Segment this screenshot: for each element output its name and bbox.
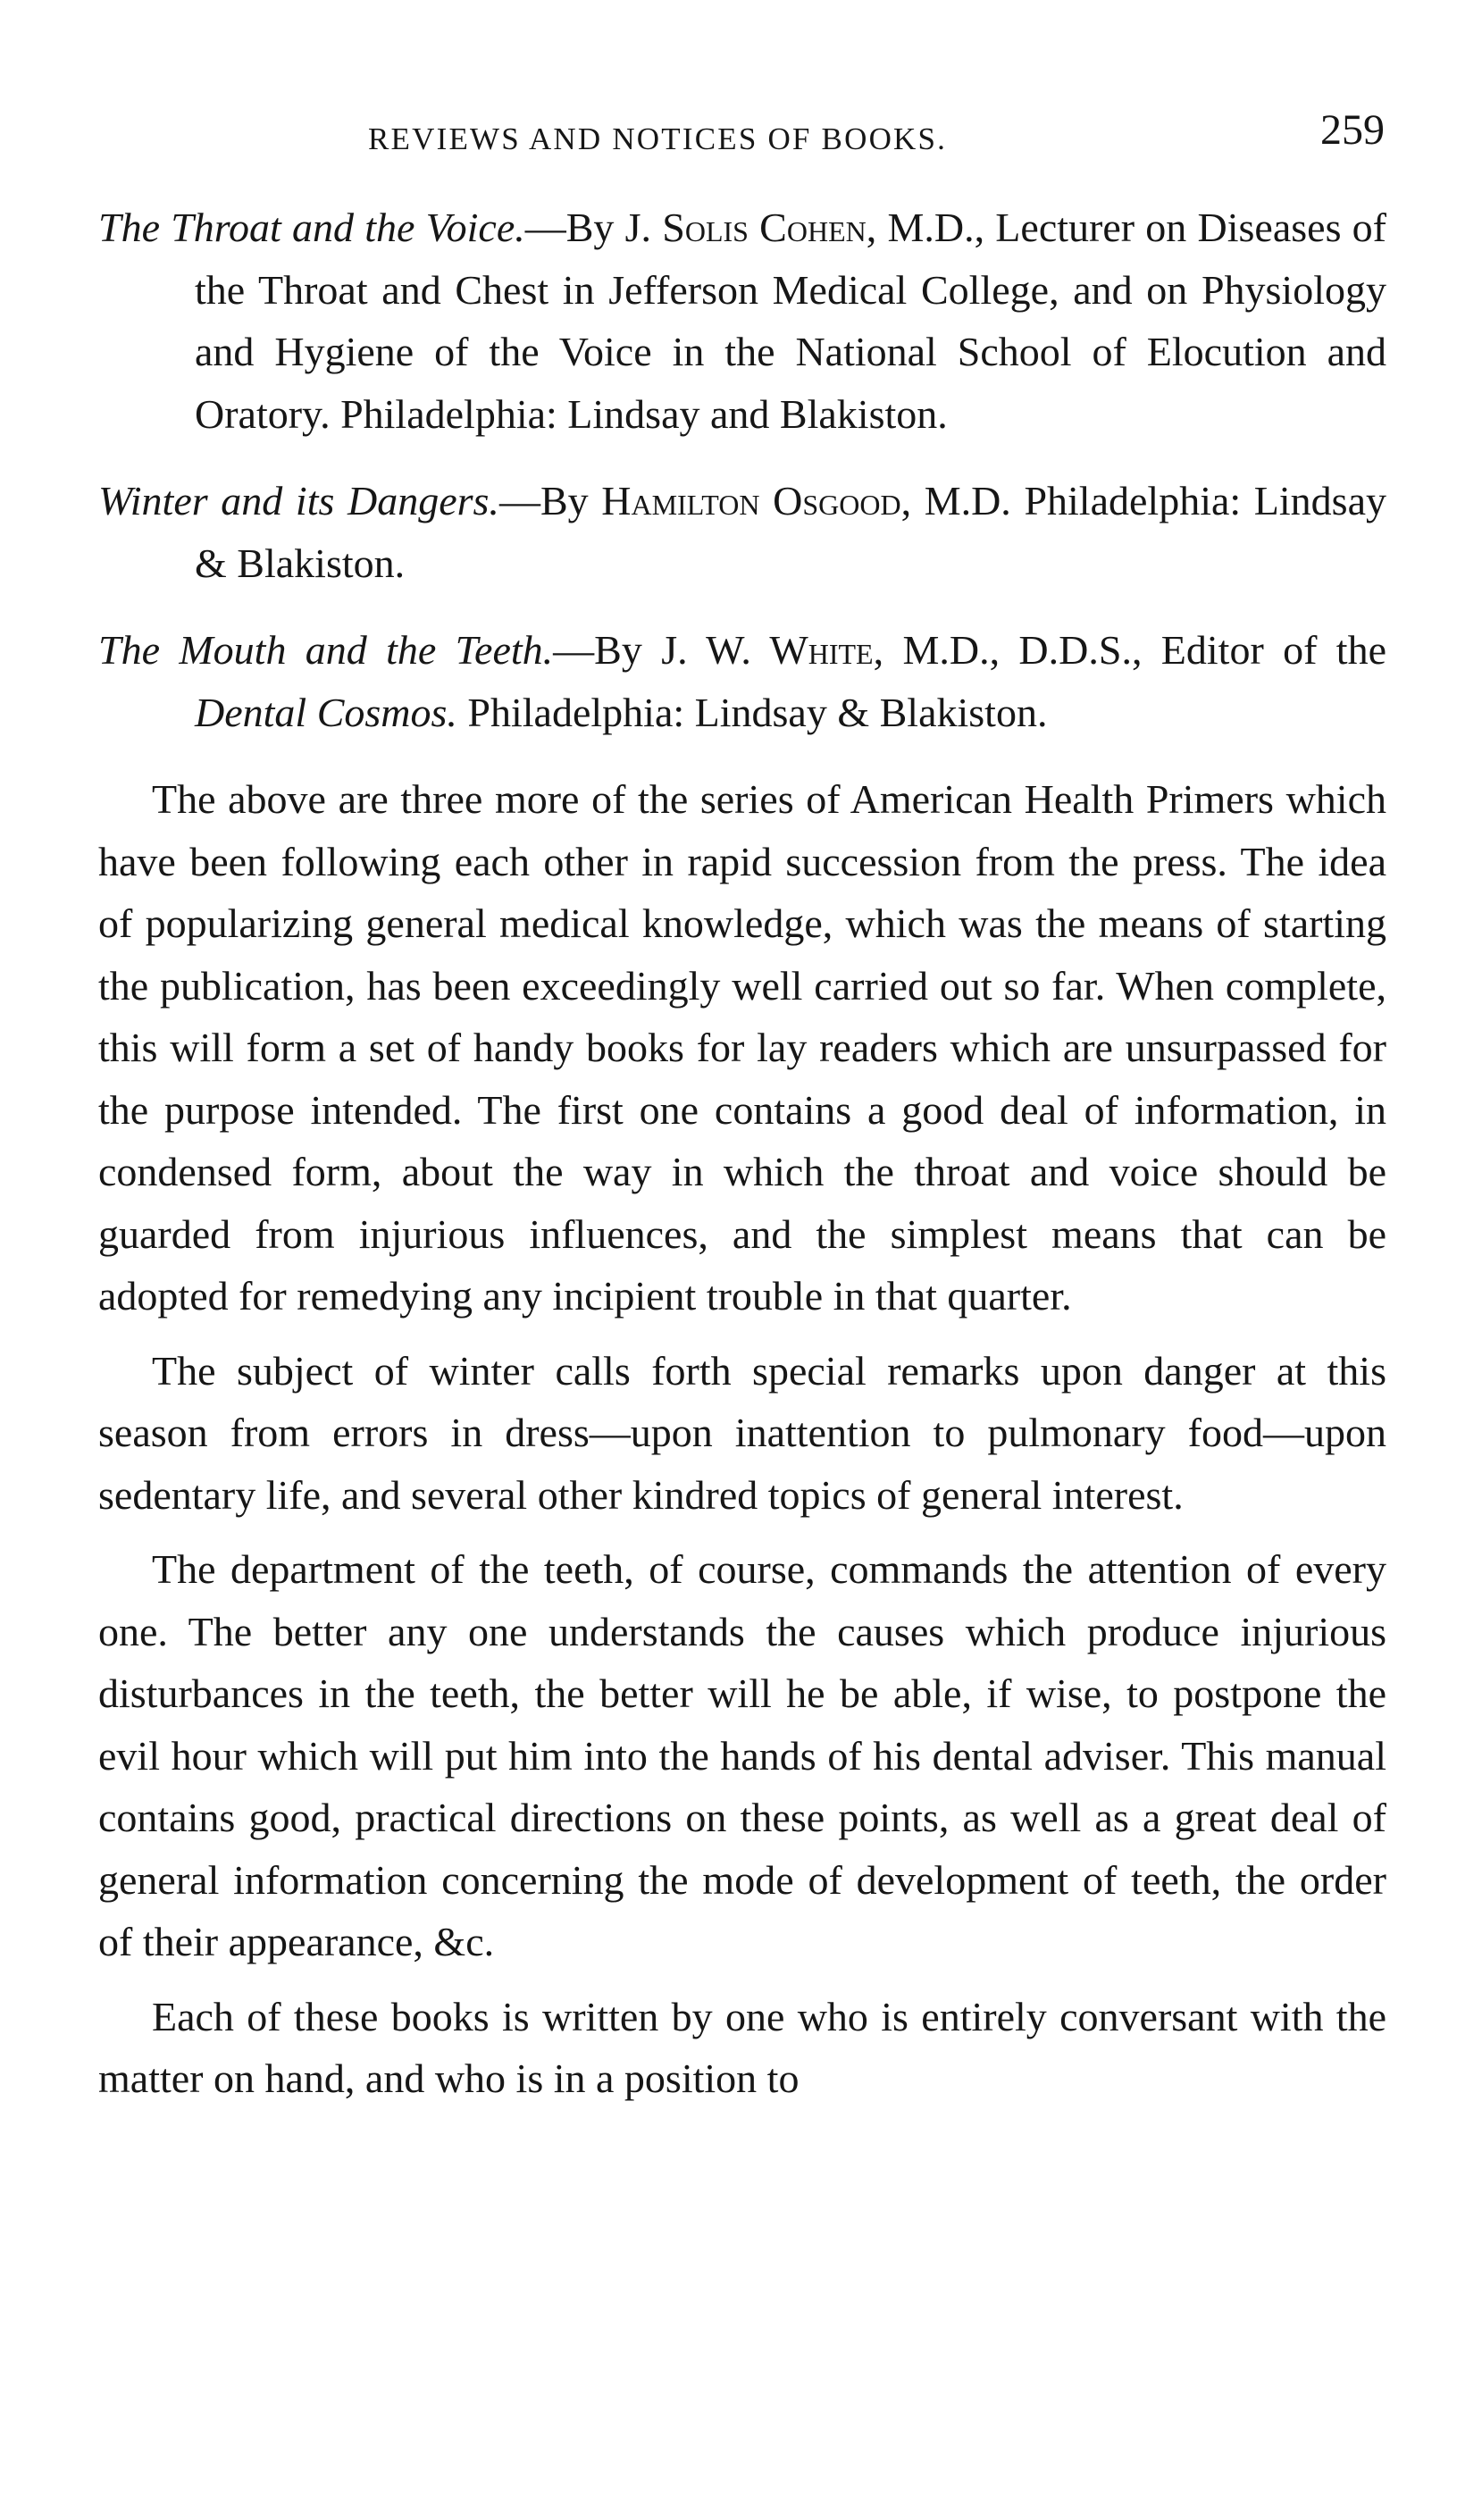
- by-text: —By: [498, 478, 602, 523]
- page-number: 259: [1320, 106, 1385, 154]
- book-author: Hamilton Osgood, M.D.: [601, 478, 1011, 523]
- book-title: The Mouth and the Teeth.: [98, 627, 554, 673]
- book-entry-throat-and-voice: [98, 197, 1386, 445]
- running-head: [98, 105, 1385, 159]
- book-entry-winter-dangers: [98, 470, 1386, 594]
- book-title: Winter and its Dangers.: [98, 478, 499, 523]
- book-details-publisher: Philadelphia: Lindsay & Blakiston.: [456, 689, 1048, 735]
- review-paragraph: Each of these books is written by one who is entirely conversant with the matter on hand, and who is in a position to: [98, 1993, 1386, 2101]
- book-title: The Throat and the Voice.: [98, 205, 525, 250]
- review-paragraph: The above are three more of the series of American Health Primers which have been following each other in rapid succession from the press. The idea of popularizing general medical knowledge, which was the means of starting the publication, has been exceedingly well carried out so far. When complete, this will form a set of handy books for lay readers which are unsurpassed for the purpose intended. The first one contains a good deal of information, in condensed form, about the way in which the throat and voice should be guarded from injurious influences, and the simplest means that can be adopted for remedying any incipient trouble in that quarter.: [98, 776, 1386, 1319]
- book-details: Lecturer on Diseases of the Throat and Chest in Jefferson Medical College, and on Physiology and Hygiene of the Voice in the National School of Elocution and Oratory. Philadelphia: Lindsay and Blakiston.: [195, 205, 1387, 437]
- journal-title: Dental Cosmos.: [195, 689, 457, 735]
- book-details: Philadelphia: Lindsay & Blakiston.: [195, 478, 1386, 586]
- book-author: J. W. White, M.D., D.D.S.,: [661, 627, 1143, 673]
- by-text: —By: [553, 627, 662, 673]
- book-entry-mouth-and-teeth: [98, 619, 1386, 743]
- book-author: J. Solis Cohen, M.D.,: [624, 205, 985, 250]
- running-title: REVIEWS AND NOTICES OF BOOKS.: [368, 121, 948, 156]
- page-content: [98, 197, 1386, 2110]
- review-paragraph: The subject of winter calls forth special remarks upon danger at this season from errors in dress—upon inattention to pulmonary food—upon sedentary life, and several other kindred topics of general interest.: [98, 1347, 1386, 1518]
- by-text: —By: [524, 205, 625, 250]
- review-paragraph: The department of the teeth, of course, commands the attention of every one. The better any one understands the causes which produce injurious disturbances in the teeth, the better will he be able, if wise, to postpone the evil hour which will put him into the hands of his dental adviser. This manual contains good, practical directions on these points, as well as a great deal of general information concerning the mode of development of teeth, the order of their appearance, &c.: [98, 1546, 1386, 1964]
- book-details: Editor of the: [1142, 627, 1386, 673]
